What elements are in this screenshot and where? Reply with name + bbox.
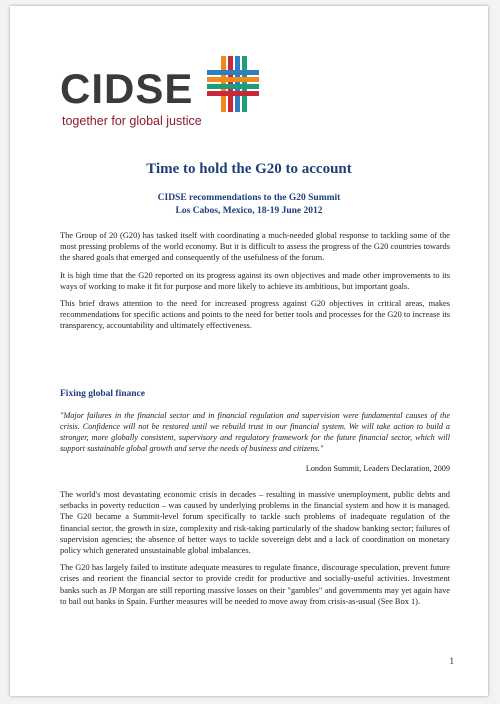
- intro-paragraph: This brief draws attention to the need for increased progress against G20 objectives in critical areas, makes recommendations for specific actions and points to the need for better tools and processes for the G20 to increase its transparency, accountability and ultimately effectiveness.: [60, 299, 450, 331]
- intro-paragraph: It is high time that the G20 reported on its progress against its own objectives and made other improvements to its ways of working to make it fit for purpose and more likely to achieve its ambitious, but important goals.: [60, 270, 450, 291]
- section-heading: Fixing global finance: [60, 389, 145, 399]
- document-title: Time to hold the G20 to account: [146, 161, 352, 177]
- cidse-logo: [60, 56, 260, 146]
- finance-section: [60, 489, 450, 607]
- document-subtitle: [10, 192, 488, 218]
- intro-section: [60, 230, 450, 332]
- subtitle-line-2: Los Cabos, Mexico, 18-19 June 2012: [175, 206, 323, 216]
- finance-paragraph: The world's most devastating economic crisis in decades – resulting in massive unemployment, public debts and setbacks in poverty reduction – was caused by underlying problems in the financial system and how it is managed. The G20 became a Summit-level forum specifically to tackle such problems of inadequate regulation of the financial sector, the growth in size, complexity and risk-taking particularly of the shadow banking sector; failures of supervision agencies; the absence of better ways to tackle sovereign debt and a lack of coordination on monetary policy which generated unsustainable global imbalances.: [60, 490, 450, 556]
- quote-source: London Summit, Leaders Declaration, 2009: [305, 464, 450, 473]
- page-number: 1: [449, 656, 454, 666]
- logo-tagline: together for global justice: [62, 114, 202, 128]
- finance-paragraph: The G20 has largely failed to institute adequate measures to regulate finance, discourage speculation, prevent future crises and reorient the financial sector to provide credit for productive and socially-useful activities. Investment banks such as JP Morgan are still reporting massive losses on their "gambles" and governments may yet again have to bail out banks in Spain. Further measures will be needed to move away from crisis-as-usual (See Box 1).: [60, 563, 450, 606]
- document-page: [10, 6, 488, 696]
- pull-quote: "Major failures in the financial sector and in financial regulation and supervision were fundamental causes of the crisis. Confidence will not be restored until we rebuild trust in our financial system. We will take action to build a stronger, more globally consistent, supervisory and regulatory framework for the future financial sector, which will support sustainable global growth and serve the needs of business and citizens.": [60, 411, 450, 453]
- logo-wordmark: CIDSE: [60, 65, 194, 112]
- woven-cross-icon: [207, 56, 259, 112]
- subtitle-line-1: CIDSE recommendations to the G20 Summit: [157, 193, 341, 203]
- intro-paragraph: The Group of 20 (G20) has tasked itself with coordinating a much-needed global response to tackling some of the most pressing problems of the world economy. But it is difficult to assess the progress of the G20 countries towards the shared goals that emerged and consequently of the usefulness of the forum.: [60, 231, 450, 263]
